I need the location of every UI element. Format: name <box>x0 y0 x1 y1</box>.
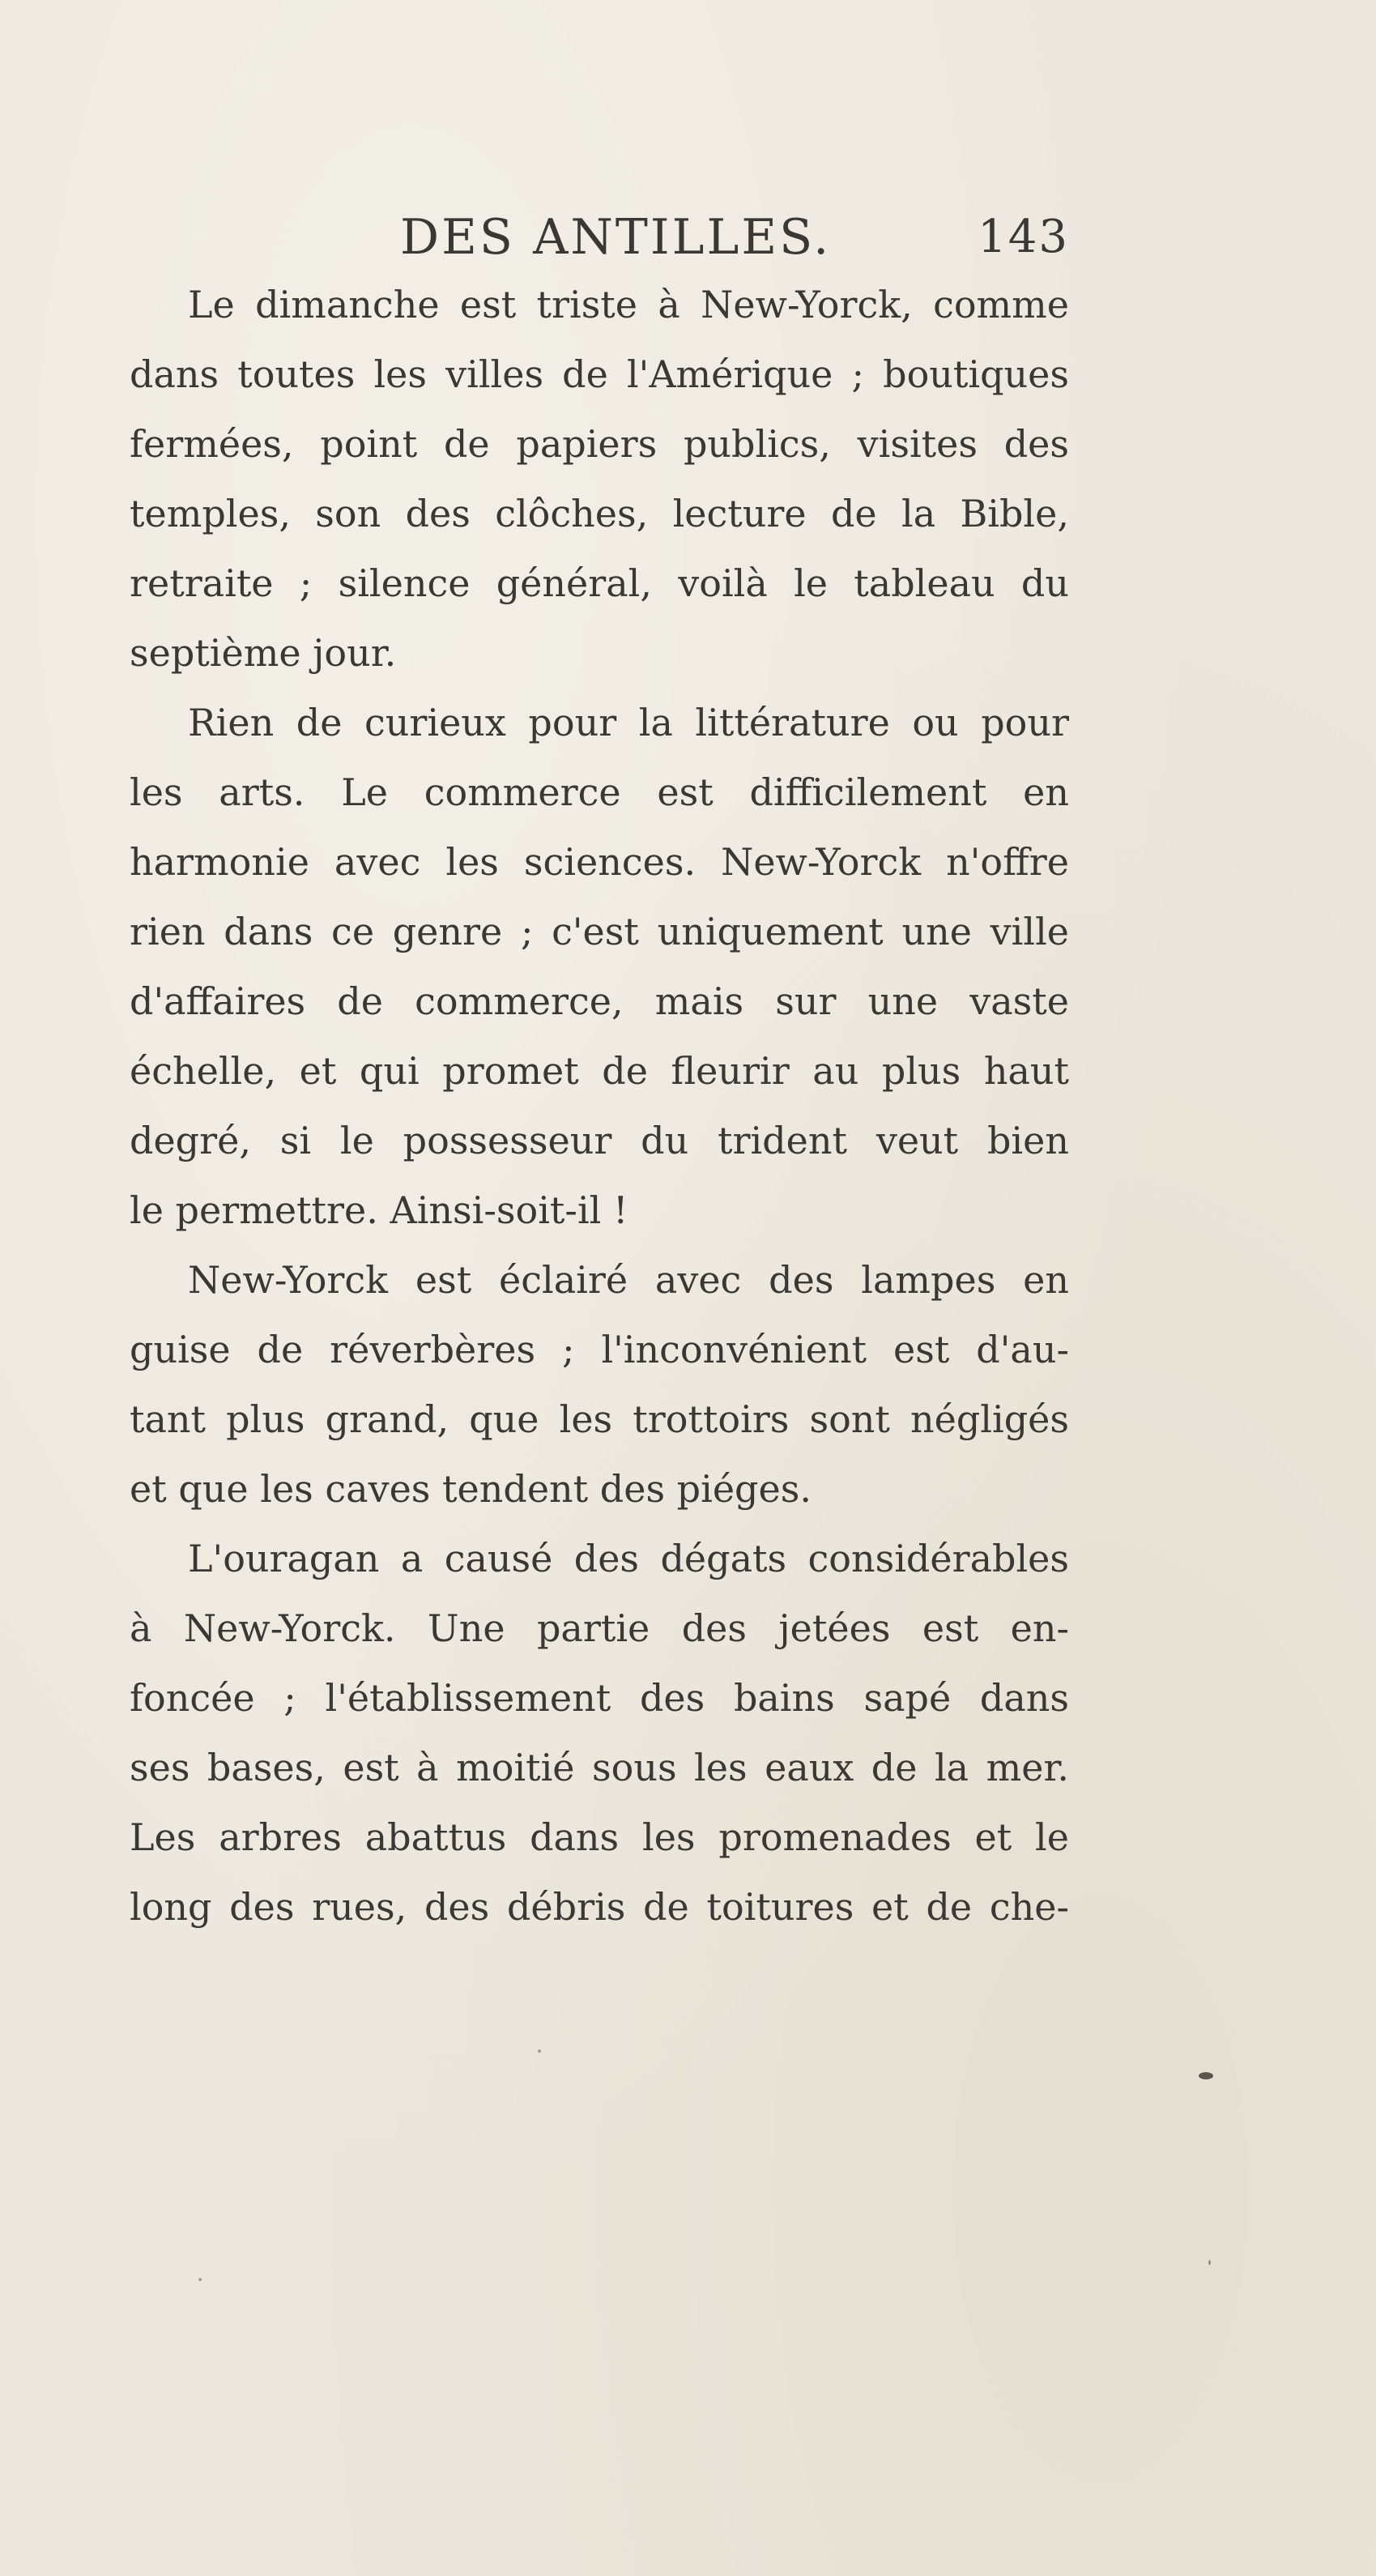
paragraph-4-line-5: Les arbres abattus dans les promenades et le <box>130 1815 1069 1859</box>
paragraph-1-line-5: retraite ; silence général, voilà le tableau du <box>130 561 1069 605</box>
paragraph-4-line-6: long des rues, des débris de toitures et de che- <box>130 1885 1069 1929</box>
paragraph-4-line-4: ses bases, est à moitié sous les eaux de la mer. <box>130 1746 1069 1789</box>
paragraph-3-line-1: New-Yorck est éclairé avec des lampes en <box>188 1258 1069 1302</box>
ink-speck <box>198 2278 202 2281</box>
paragraph-2-line-3: harmonie avec les sciences. New-Yorck n'offre <box>130 840 1069 884</box>
paragraph-2-line-4: rien dans ce genre ; c'est uniquement une ville <box>130 910 1069 953</box>
running-title: DES ANTILLES. <box>400 209 832 266</box>
paragraph-1-line-2: dans toutes les villes de l'Amérique ; boutiques <box>130 352 1069 396</box>
ink-speck <box>538 2049 541 2053</box>
paragraph-1-line-3: fermées, point de papiers publics, visites des <box>130 422 1069 466</box>
paragraph-3-line-2: guise de réverbères ; l'inconvénient est d'au- <box>130 1328 1069 1371</box>
paragraph-2-line-7: degré, si le possesseur du trident veut bien <box>130 1119 1069 1162</box>
paragraph-3-line-3: tant plus grand, que les trottoirs sont négligés <box>130 1397 1069 1441</box>
ink-speck <box>1208 2260 1211 2265</box>
paragraph-3-line-4: et que les caves tendent des piéges. <box>130 1467 812 1511</box>
paragraph-4-line-3: foncée ; l'établissement des bains sapé dans <box>130 1676 1069 1720</box>
paragraph-1-line-4: temples, son des clôches, lecture de la Bible, <box>130 492 1069 535</box>
paragraph-2-line-2: les arts. Le commerce est difficilement en <box>130 770 1069 814</box>
running-head <box>130 209 1069 266</box>
paragraph-2-line-8: le permettre. Ainsi-soit-il ! <box>130 1188 628 1232</box>
paragraph-2-line-1: Rien de curieux pour la littérature ou pour <box>188 701 1069 744</box>
ink-speck <box>1199 2072 1213 2079</box>
paragraph-2-line-6: échelle, et qui promet de fleurir au plus haut <box>130 1049 1069 1093</box>
paragraph-4-line-1: L'ouragan a causé des dégats considérables <box>188 1537 1069 1580</box>
body-text <box>130 270 1069 1942</box>
paragraph-4-line-2: à New-Yorck. Une partie des jetées est en- <box>130 1606 1069 1650</box>
page-number: 143 <box>978 211 1069 263</box>
paragraph-2-line-5: d'affaires de commerce, mais sur une vaste <box>130 979 1069 1023</box>
paragraph-1-line-6: septième jour. <box>130 631 397 675</box>
paragraph-1-line-1: Le dimanche est triste à New-Yorck, comme <box>188 283 1069 326</box>
